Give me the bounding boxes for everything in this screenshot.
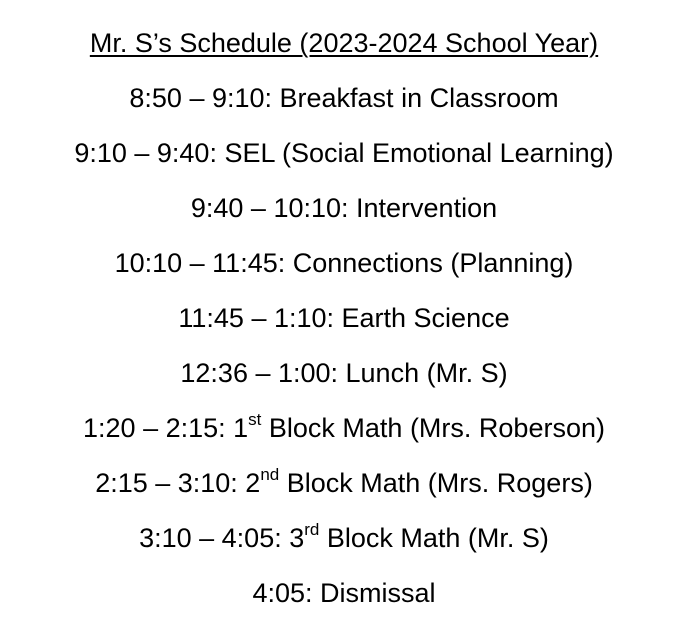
entry-text-continued: Block Math (Mrs. Roberson) bbox=[261, 413, 605, 443]
entry-ordinal-suffix: rd bbox=[304, 520, 320, 539]
entry-ordinal-suffix: st bbox=[248, 410, 262, 429]
schedule-entry bbox=[0, 409, 688, 448]
schedule-title: Mr. S’s Schedule (2023-2024 School Year) bbox=[89, 28, 599, 58]
schedule-entry bbox=[0, 299, 688, 338]
entry-text: 9:40 – 10:10: Intervention bbox=[190, 193, 498, 223]
schedule-entry bbox=[0, 519, 688, 558]
entry-text: 2:15 – 3:10: 2 bbox=[95, 468, 261, 498]
schedule-entry bbox=[0, 354, 688, 393]
entry-text: 1:20 – 2:15: 1 bbox=[83, 413, 249, 443]
schedule-entry bbox=[0, 134, 688, 173]
entry-text: 12:36 – 1:00: Lunch (Mr. S) bbox=[180, 358, 508, 388]
entry-text: 8:50 – 9:10: Breakfast in Classroom bbox=[129, 83, 559, 113]
entry-text: 9:10 – 9:40: SEL (Social Emotional Learning) bbox=[74, 138, 614, 168]
schedule-list bbox=[0, 79, 688, 613]
entry-text-continued: Block Math (Mr. S) bbox=[319, 523, 549, 553]
schedule-entry bbox=[0, 79, 688, 118]
schedule-entry bbox=[0, 574, 688, 613]
schedule-entry bbox=[0, 189, 688, 228]
entry-text: 4:05: Dismissal bbox=[252, 578, 436, 608]
entry-text-continued: Block Math (Mrs. Rogers) bbox=[279, 468, 593, 498]
entry-text: 10:10 – 11:45: Connections (Planning) bbox=[114, 248, 574, 278]
entry-text: 11:45 – 1:10: Earth Science bbox=[178, 303, 510, 333]
schedule-entry bbox=[0, 244, 688, 283]
entry-ordinal-suffix: nd bbox=[260, 465, 280, 484]
schedule-entry bbox=[0, 464, 688, 503]
entry-text: 3:10 – 4:05: 3 bbox=[139, 523, 305, 553]
